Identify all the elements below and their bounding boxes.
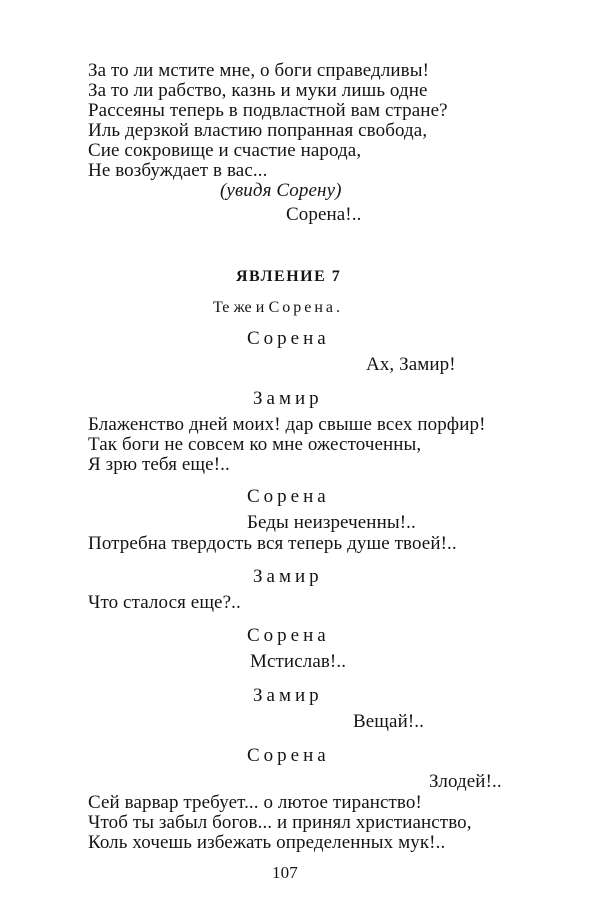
speaker-name: Замир (253, 388, 323, 409)
verse-line: Злодей!.. (429, 771, 502, 792)
verse-line: Сорена!.. (286, 204, 362, 225)
verse-line: Потребна твердость вся теперь душе твоей!.. (88, 533, 457, 554)
verse-line: Беды неизреченны!.. (247, 512, 416, 533)
speaker-name: Сорена (247, 486, 330, 507)
page-number: 107 (272, 863, 298, 882)
verse-line: За то ли рабство, казнь и муки лишь одне (88, 80, 428, 101)
verse-line: Вещай!.. (353, 711, 424, 732)
speaker-name: Замир (253, 566, 323, 587)
speaker-name: Сорена (247, 745, 330, 766)
scene-title: ЯВЛЕНИЕ 7 (236, 268, 342, 285)
verse-line: Сей варвар требует... о лютое тиранство! (88, 792, 422, 813)
stage-direction: (увидя Сорену) (220, 180, 342, 201)
verse-line: Чтоб ты забыл богов... и принял христианство, (88, 812, 472, 833)
verse-line: За то ли мстите мне, о боги справедливы! (88, 60, 430, 81)
verse-line: Коль хочешь избежать определенных мук!.. (88, 832, 446, 853)
speaker-name: Сорена (247, 625, 330, 646)
verse-line: Рассеяны теперь в подвластной вам стране? (88, 100, 448, 121)
cast-list (213, 297, 340, 319)
verse-line: Сие сокровище и счастие народа, (88, 140, 362, 161)
speaker-name: Замир (253, 685, 323, 706)
verse-line: Так боги не совсем ко мне ожесточенны, (88, 434, 422, 455)
cast-prefix: Те же и (213, 299, 269, 316)
verse-line: Мстислав!.. (250, 651, 347, 672)
verse-line: Я зрю тебя еще!.. (88, 454, 230, 475)
verse-line: Что сталося еще?.. (88, 592, 241, 613)
verse-line: Блаженство дней моих! дар свыше всех порфир! (88, 414, 486, 435)
verse-line: Ах, Замир! (366, 354, 456, 375)
verse-line: Иль дерзкой властию попранная свобода, (88, 120, 428, 141)
verse-line: Не возбуждает в вас... (88, 160, 268, 181)
cast-name: Сорена (268, 299, 337, 316)
cast-suffix: . (336, 299, 341, 316)
speaker-name: Сорена (247, 328, 330, 349)
